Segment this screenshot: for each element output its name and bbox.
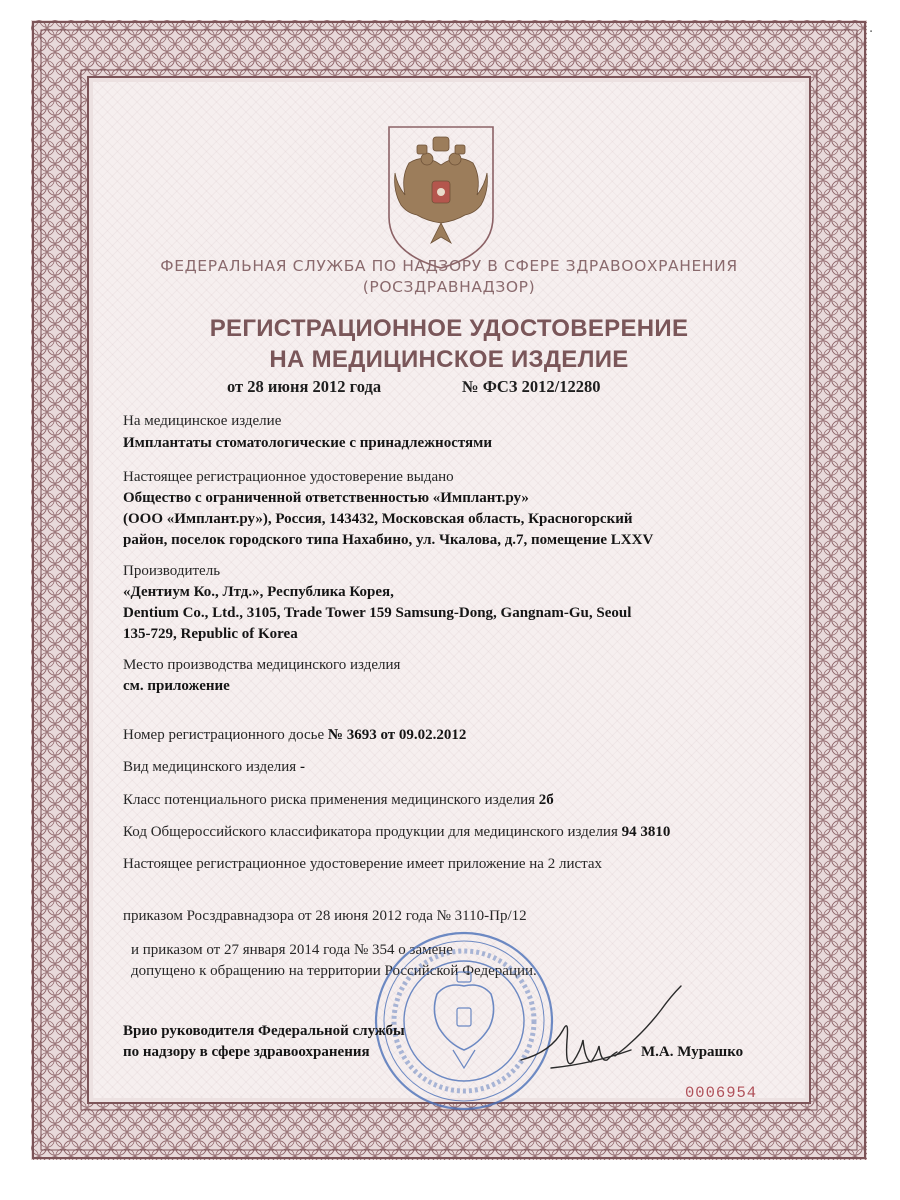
document-title-line1: РЕГИСТРАЦИОННОЕ УДОСТОВЕРЕНИЕ [209,315,689,342]
manufacturer-label: Производитель [123,563,221,579]
device-kind-row [123,759,305,776]
handwritten-signature [511,980,691,1090]
document-title-line2: НА МЕДИЦИНСКОЕ ИЗДЕЛИЕ [269,346,629,373]
holder-line: Общество с ограниченной ответственностью «Имплант.ру» [123,490,529,506]
dossier-value: № 3693 от 09.02.2012 [327,727,467,743]
signatory-title-line2: по надзору в сфере здравоохранения [123,1044,370,1060]
okp-code-value: 94 3810 [621,824,671,840]
manufacturer-line: Dentium Co., Ltd., 3105, Trade Tower 159 Samsung-Dong, Gangnam-Gu, Seoul [123,605,632,621]
device-kind-value: - [299,759,305,775]
holder-label: Настоящее регистрационное удостоверение выдано [123,469,454,485]
risk-class-row [123,792,554,809]
issue-date: от 28 июня 2012 года [227,377,382,396]
device-label: На медицинское изделие [123,413,282,429]
order-1: приказом Росздравнадзора от 28 июня 2012 года № 3110-Пр/12 [123,908,527,924]
appendix-note: Настоящее регистрационное удостоверение имеет приложение на 2 листах [123,856,603,872]
certificate-number: № ФСЗ 2012/12280 [462,377,601,396]
corner-mark: · [869,25,874,40]
dossier-row [123,727,466,744]
holder-line: район, поселок городского типа Нахабино, ул. Чкалова, д.7, помещение LXXV [123,532,654,548]
agency-name: ФЕДЕРАЛЬНАЯ СЛУЖБА ПО НАДЗОРУ В СФЕРЕ ЗДРАВООХРАНЕНИЯ [160,257,738,275]
okp-code-label: Код Общероссийского классификатора продукции для медицинского изделия [123,824,618,840]
dossier-label: Номер регистрационного досье [123,727,325,743]
holder-line: (ООО «Имплант.ру»), Россия, 143432, Московская область, Красногорский [123,511,633,527]
production-site-value: см. приложение [123,678,230,694]
manufacturer-line: «Дентиум Ко., Лтд.», Республика Корея, [123,584,394,600]
device-kind-label: Вид медицинского изделия [123,759,297,775]
order-2-line2: допущено к обращению на территории Российской Федерации. [131,963,537,979]
agency-abbreviation: (РОСЗДРАВНАДЗОР) [362,278,536,296]
risk-class-label: Класс потенциального риска применения медицинского изделия [123,792,536,808]
signatory-name: М.А. Мурашко [641,1044,744,1060]
risk-class-value: 2б [538,792,554,808]
coat-of-arms-emblem [387,125,495,270]
signatory-title-line1: Врио руководителя Федеральной службы [123,1023,405,1039]
device-value: Имплантаты стоматологические с принадлежностями [123,435,493,451]
manufacturer-line: 135-729, Republic of Korea [123,626,298,642]
certificate-sheet [31,20,867,1160]
okp-code-row [123,824,670,841]
serial-number: 0006954 [685,1084,758,1102]
production-site-label: Место производства медицинского изделия [123,657,401,673]
order-2-line1: и приказом от 27 января 2014 года № 354 о замене [131,942,453,958]
